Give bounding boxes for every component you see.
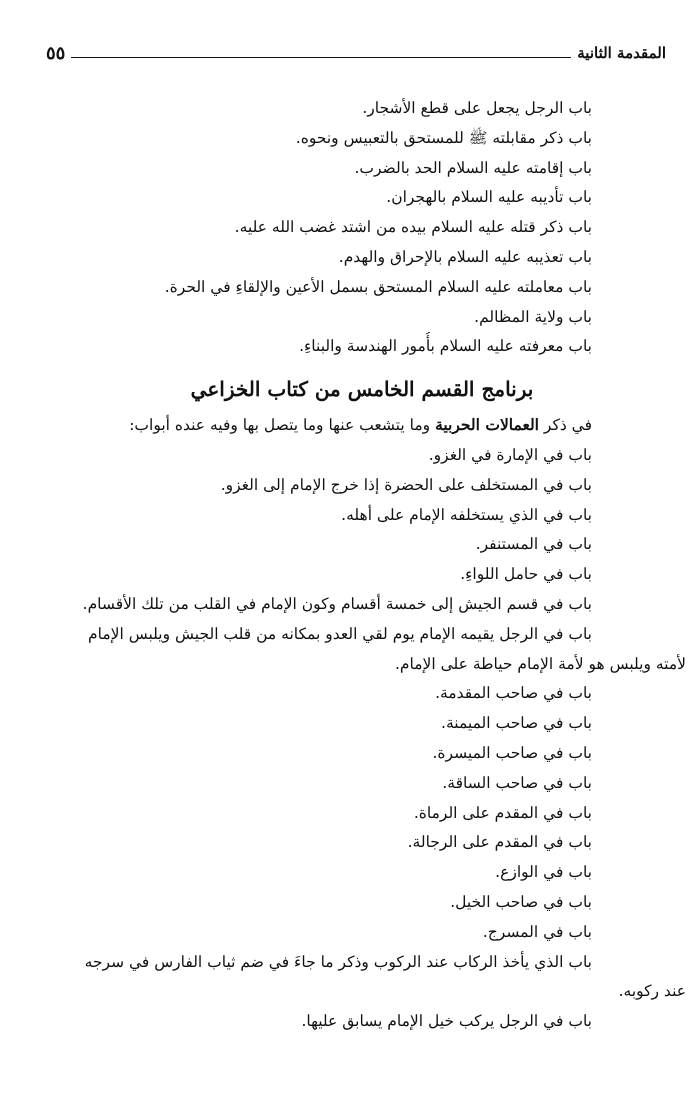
list-item: باب في المقدم على الرماة. — [413, 803, 592, 822]
list-item: باب تأديبه عليه السلام بالهجران. — [386, 188, 592, 207]
list-item: باب معرفته عليه السلام بأُمور الهندسة والبناءِ. — [299, 337, 592, 356]
intro-suffix: وما يتشعب عنها وما يتصل بها وفيه عنده أبواب: — [129, 416, 431, 435]
list-item: باب في صاحب الميمنة. — [441, 714, 592, 733]
list-item: باب في صاحب المقدمة. — [435, 684, 592, 703]
list-item: باب ذكر مقابلته ﷺ للمستحق بالتعبيس ونحوه. — [295, 128, 592, 147]
list-item: باب في المقدم على الرجالة. — [407, 833, 592, 852]
long-item-continuation: عند ركوبه. — [618, 982, 686, 1001]
intro-prefix: في ذكر — [543, 416, 592, 435]
page-body — [42, 94, 686, 1037]
list-item: باب في قسم الجيش إلى خمسة أقسام وكون الإمام في القلب من تلك الأقسام. — [82, 594, 592, 613]
list-item: باب في صاحب الميسرة. — [432, 743, 592, 762]
list-item: باب في صاحب الخيل. — [450, 892, 592, 911]
list-item: باب تعذيبه عليه السلام بالإحراق والهدم. — [338, 247, 592, 266]
list-item: باب الرجل يجعل على قطع الأشجار. — [362, 99, 592, 117]
section-heading: برنامج القسم الخامس من كتاب الخزاعي — [190, 377, 534, 402]
list-item: باب في صاحب الساقة. — [442, 773, 592, 792]
list-item: باب في الوازع. — [495, 863, 592, 882]
intro-paragraph — [42, 410, 642, 441]
list-item: باب في المسرج. — [482, 922, 592, 941]
list-item: باب في الإمارة في الغزو. — [428, 445, 592, 464]
list-item: باب ولاية المظالم. — [474, 307, 592, 326]
list-item: باب إقامته عليه السلام الحد بالضرب. — [354, 158, 592, 177]
list-item: باب في المستخلف على الحضرة إذا خرج الإمام إلى الغزو. — [220, 475, 592, 494]
list-item: باب ذكر قتله عليه السلام بيده من اشتد غضب الله عليه. — [234, 218, 592, 237]
long-item-line: باب في الرجل يقيمه الإمام يوم لقي العدو بمكانه من قلب الجيش ويلبس الإمام — [88, 624, 592, 643]
list-item: باب في المستنفر. — [475, 535, 592, 554]
list-item: باب في الذي يستخلفه الإمام على أهله. — [341, 505, 592, 524]
running-header — [46, 38, 666, 68]
list-item: باب في الرجل يركب خيل الإمام يسابق عليها. — [301, 1012, 592, 1031]
long-item-continuation: لأمته ويلبس هو لأمة الإمام حياطة على الإمام. — [394, 654, 686, 673]
long-item-line: باب الذي يأخذ الركاب عند الركوب وذكر ما جاءَ في ضم ثياب الفارس في سرجه — [84, 952, 592, 971]
page-number: ٥٥ — [46, 42, 66, 64]
chapter-title: المقدمة الثانية — [577, 44, 666, 62]
intro-bold-term: العمالات الحربية — [435, 415, 539, 435]
list-item: باب في حامل اللواءِ. — [460, 565, 592, 584]
list-item: باب معاملته عليه السلام المستحق بسمل الأعين والإلقاءِ في الحرة. — [164, 277, 592, 296]
header-rule — [71, 57, 571, 58]
